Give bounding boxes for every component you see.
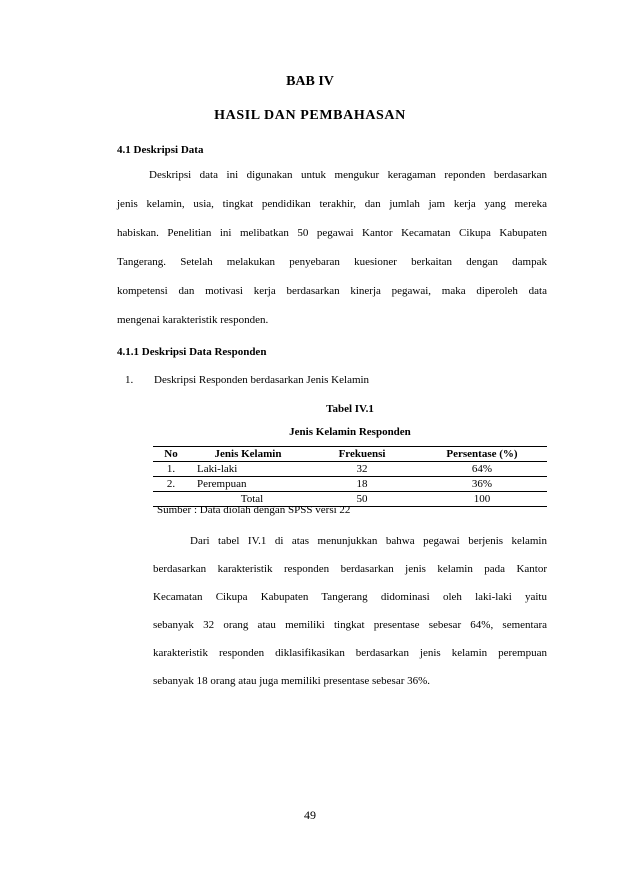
paragraph-line: sebanyak 32 orang atau memiliki tingkat presentase sebesar 64%, sementara	[153, 619, 547, 631]
paragraph-line: Deskripsi data ini digunakan untuk mengukur keragaman reponden berdasarkan	[149, 169, 547, 181]
paragraph-analysis	[153, 527, 547, 695]
section-heading-4-1-1: 4.1.1 Deskripsi Data Responden	[117, 346, 267, 358]
paragraph-line: kompetensi dan motivasi kerja berdasarkan kinerja pegawai, maka diperoleh data	[117, 285, 547, 297]
list-item-number: 1.	[125, 374, 134, 386]
table-subcaption: Jenis Kelamin Responden	[289, 426, 411, 438]
paragraph-line: Kecamatan Cikupa Kabupaten Tangerang didominasi oleh laki-laki yaitu	[153, 591, 547, 603]
header-no: No	[153, 447, 189, 462]
cell-percentage: 64%	[417, 462, 547, 477]
table-row	[153, 462, 547, 477]
cell-frequency: 32	[307, 462, 417, 477]
list-item	[125, 374, 369, 386]
cell-gender: Laki-laki	[189, 462, 307, 477]
header-percentage: Persentase (%)	[417, 447, 547, 462]
table-row	[153, 477, 547, 492]
section-heading-4-1: 4.1 Deskripsi Data	[117, 144, 204, 156]
page-number: 49	[304, 808, 316, 822]
cell-gender: Perempuan	[189, 477, 307, 492]
gender-table	[153, 446, 547, 507]
chapter-title: HASIL DAN PEMBAHASAN	[214, 108, 406, 123]
cell-total-label: Total	[189, 492, 307, 507]
paragraph-line: habiskan. Penelitian ini melibatkan 50 pegawai Kantor Kecamatan Cikupa Kabupaten	[117, 227, 547, 239]
paragraph-description	[117, 161, 547, 335]
paragraph-line: Tangerang. Setelah melakukan penyebaran kuesioner berkaitan dengan dampak	[117, 256, 547, 268]
table-source-note: Sumber : Data diolah dengan SPSS versi 22	[157, 504, 351, 516]
paragraph-line: Dari tabel IV.1 di atas menunjukkan bahwa pegawai berjenis kelamin	[190, 535, 547, 547]
cell-total-frequency: 50	[307, 492, 417, 507]
table-caption: Tabel IV.1	[326, 403, 374, 415]
cell-frequency: 18	[307, 477, 417, 492]
table-header-row	[153, 447, 547, 462]
paragraph-line: sebanyak 18 orang atau juga memiliki presentase sebesar 36%.	[153, 675, 431, 687]
cell-percentage: 36%	[417, 477, 547, 492]
cell-no: 2.	[153, 477, 189, 492]
header-frequency: Frekuensi	[307, 447, 417, 462]
paragraph-line: mengenai karakteristik responden.	[117, 314, 269, 326]
header-gender: Jenis Kelamin	[189, 447, 307, 462]
cell-total-percentage: 100	[417, 492, 547, 507]
chapter-heading: BAB IV	[286, 74, 334, 89]
paragraph-line: berdasarkan karakteristik responden berdasarkan jenis kelamin pada Kantor	[153, 563, 547, 575]
paragraph-line: jenis kelamin, usia, tingkat pendidikan terakhir, dan jumlah jam kerja yang mereka	[117, 198, 547, 210]
list-item-text: Deskripsi Responden berdasarkan Jenis Kelamin	[154, 374, 370, 386]
paragraph-line: karakteristik responden diklasifikasikan berdasarkan jenis kelamin perempuan	[153, 647, 547, 659]
cell-no: 1.	[153, 462, 189, 477]
